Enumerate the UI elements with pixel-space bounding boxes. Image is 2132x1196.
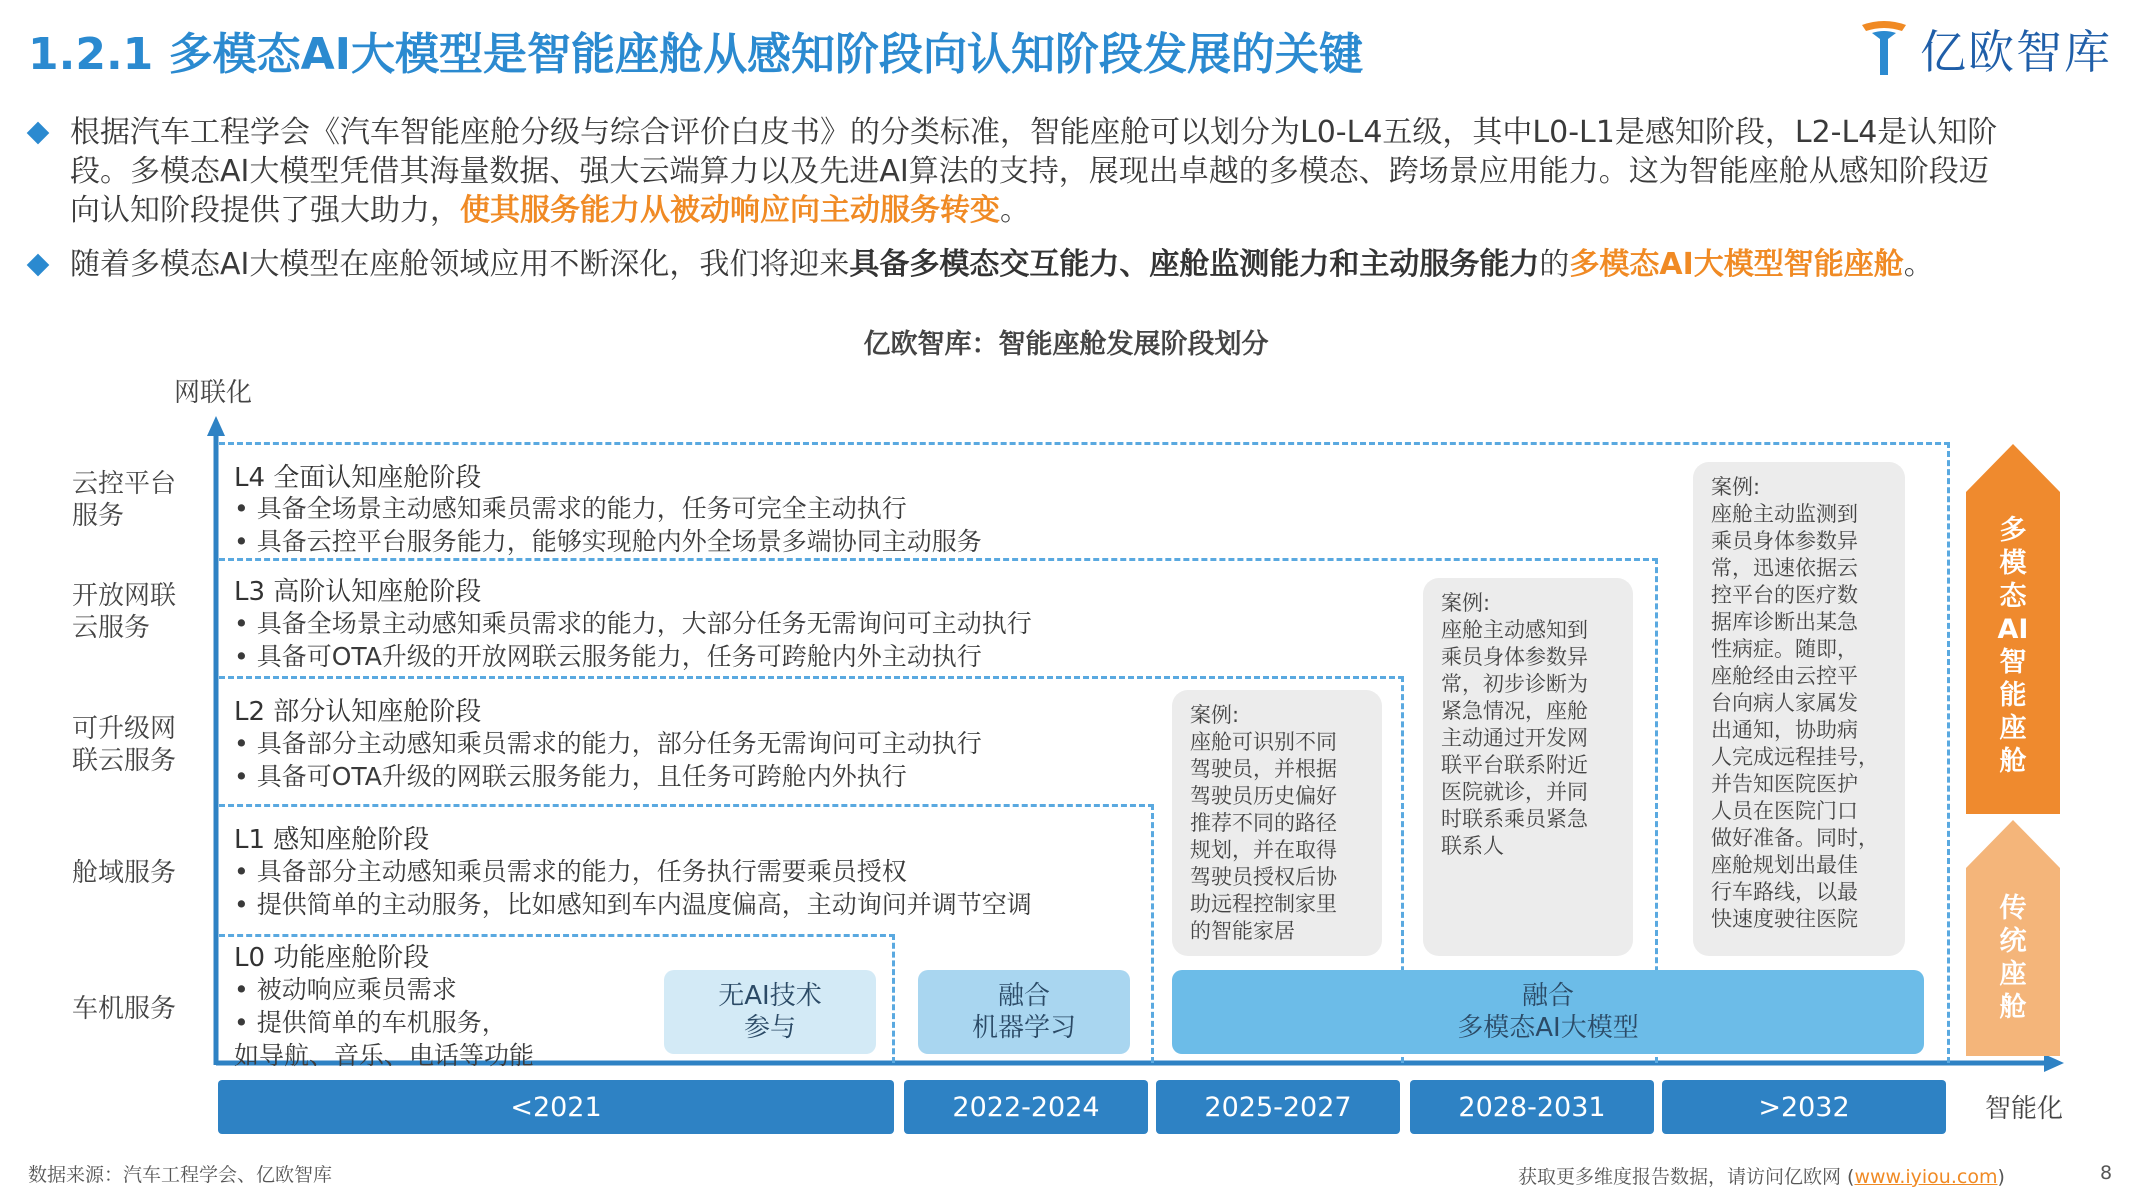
period-bar: <2021 — [218, 1080, 894, 1134]
bullet-1-text-c: 向认知阶段提供了强大助力， — [70, 193, 460, 228]
stage-l4-title: L4 全面认知座舱阶段 — [234, 463, 482, 493]
stage-l2-item: • 具备部分主动感知乘员需求的能力，部分任务无需询问可主动执行 — [234, 729, 982, 758]
case-line: 常，迅速依据云 — [1711, 556, 1858, 580]
tech-line: 融合 — [1521, 981, 1574, 1011]
bullet-2-text-b: 的 — [1539, 247, 1570, 282]
stage-l0-item: • 提供简单的车机服务， — [234, 1008, 507, 1037]
traditional-cabin-label — [1966, 892, 2060, 1024]
case-line: 快速度驶往医院 — [1711, 907, 1858, 931]
y-level-line: 舱域服务 — [72, 858, 177, 888]
bullet-2-end: 。 — [1903, 247, 1934, 282]
case-line: 医院就诊，并同 — [1441, 780, 1588, 804]
y-axis-label: 网联化 — [174, 378, 253, 408]
bullet-2-text-a: 随着多模态AI大模型在座舱领域应用不断深化，我们将迎来 — [70, 247, 850, 282]
case-label: 案例: — [1711, 475, 1761, 499]
data-source: 数据来源：汽车工程学会、亿欧智库 — [28, 1164, 333, 1186]
period-bar: 2028-2031 — [1410, 1080, 1654, 1134]
case-line: 并告知医院医护 — [1711, 772, 1858, 796]
case-line: 助远程控制家里 — [1190, 892, 1337, 916]
period-bar: 2025-2027 — [1156, 1080, 1400, 1134]
x-axis-arrow-icon — [2044, 1054, 2064, 1072]
case-line: 联平台联系附近 — [1441, 753, 1588, 777]
case-line: 驾驶员，并根据 — [1190, 757, 1337, 781]
case-line: 人员在医院门口 — [1711, 799, 1858, 823]
stage-l2-title: L2 部分认知座舱阶段 — [234, 697, 482, 727]
y-axis-arrow-icon — [207, 416, 225, 436]
case-line: 行车路线，以最 — [1711, 880, 1858, 904]
case-line: 乘员身体参数异 — [1711, 529, 1858, 553]
y-level-open-cloud — [72, 580, 176, 644]
bullet-1-line-a: 根据汽车工程学会《汽车智能座舱分级与综合评价白皮书》的分类标准，智能座舱可以划分为L0-L4五级，其中L0-L1是感知阶段，L2-L4是认知阶 — [70, 115, 1998, 150]
logo-text: 亿欧智库 — [1920, 25, 2112, 79]
tech-line: 多模态AI大模型 — [1457, 1013, 1639, 1043]
period-bar: 2022-2024 — [904, 1080, 1148, 1134]
case-line: 座舱经由云控平 — [1711, 664, 1858, 688]
tech-line: 融合 — [997, 981, 1050, 1011]
stage-l4-item: • 具备云控平台服务能力，能够实现舱内外全场景多端协同主动服务 — [234, 527, 982, 556]
case-line: 乘员身体参数异 — [1441, 645, 1588, 669]
case-line: 座舱规划出最佳 — [1711, 853, 1858, 877]
arrow-char: 座 — [1999, 959, 2027, 990]
case-line: 做好准备。同时， — [1711, 826, 1879, 850]
case-line: 台向病人家属发 — [1711, 691, 1858, 715]
case-line: 推荐不同的路径 — [1190, 811, 1337, 835]
y-level-line: 服务 — [72, 501, 125, 531]
case-line: 紧急情况，座舱 — [1441, 699, 1588, 723]
y-level-cloud-control — [72, 468, 176, 532]
page-number: 8 — [2100, 1162, 2113, 1184]
y-level-line: 联云服务 — [72, 746, 177, 776]
case-line: 人完成远程挂号， — [1711, 745, 1879, 769]
case-line: 驾驶员授权后协 — [1190, 865, 1337, 889]
bullet-1-end: 。 — [1000, 193, 1030, 228]
stage-l0-item: 如导航、音乐、电话等功能 — [234, 1041, 535, 1070]
case-line: 座舱主动感知到 — [1441, 618, 1588, 642]
tech-line: 无AI技术 — [718, 981, 822, 1011]
bullet-2-highlight: 多模态AI大模型智能座舱 — [1569, 247, 1904, 282]
arrow-char: AI — [1997, 614, 2029, 645]
footer-close: ) — [1997, 1166, 2005, 1188]
tech-box-multimodal — [1172, 970, 1924, 1054]
ai-cabin-label — [1966, 514, 2060, 778]
y-level-line: 云控平台 — [72, 469, 177, 499]
tech-box-no-ai — [664, 970, 876, 1054]
tech-line: 机器学习 — [971, 1013, 1076, 1043]
case-line: 出通知，协助病 — [1711, 718, 1858, 742]
arrow-char: 统 — [1999, 926, 2027, 957]
case-line: 座舱可识别不同 — [1190, 730, 1337, 754]
y-level-line: 开放网联 — [72, 581, 177, 611]
case-line: 的智能家居 — [1190, 919, 1295, 943]
y-level-line: 可升级网 — [72, 714, 177, 744]
page-title: 1.2.1 多模态AI大模型是智能座舱从感知阶段向认知阶段发展的关键 — [28, 29, 1364, 80]
arrow-char: 传 — [1999, 893, 2027, 924]
footer-more-text: 获取更多维度报告数据，请访问亿欧网 ( — [1518, 1166, 1855, 1188]
y-level-upgradable-cloud — [72, 713, 176, 777]
diagram-title: 亿欧智库：智能座舱发展阶段划分 — [863, 329, 1269, 360]
y-level-head-unit — [72, 993, 176, 1025]
arrow-char: 模 — [1999, 548, 2027, 579]
bullet-2-bold: 具备多模态交互能力、座舱监测能力和主动服务能力 — [849, 247, 1540, 282]
arrow-char: 舱 — [1999, 992, 2027, 1023]
stage-l0-title: L0 功能座舱阶段 — [234, 943, 430, 973]
bullet-1-highlight: 使其服务能力从被动响应向主动服务转变 — [460, 193, 1000, 228]
period-bar: >2032 — [1662, 1080, 1946, 1134]
stage-l1-item: • 提供简单的主动服务，比如感知到车内温度偏高，主动询问并调节空调 — [234, 890, 1032, 919]
stage-l3-item: • 具备全场景主动感知乘员需求的能力，大部分任务无需询问可主动执行 — [234, 609, 1032, 638]
y-level-line: 云服务 — [72, 613, 151, 643]
case-line: 规划，并在取得 — [1190, 838, 1337, 862]
case-line: 常，初步诊断为 — [1441, 672, 1588, 696]
case-box-l2 — [1172, 690, 1382, 956]
stage-l3-title: L3 高阶认知座舱阶段 — [234, 577, 482, 607]
arrow-char: 座 — [1999, 713, 2027, 744]
x-axis-label: 智能化 — [1985, 1094, 2064, 1124]
stage-l3-item: • 具备可OTA升级的开放网联云服务能力，任务可跨舱内外主动执行 — [234, 642, 982, 671]
stage-l2-item: • 具备可OTA升级的网联云服务能力，且任务可跨舱内外执行 — [234, 762, 907, 791]
footer-link[interactable]: www.iyiou.com — [1854, 1166, 1998, 1188]
case-line: 时联系乘员紧急 — [1441, 807, 1588, 831]
case-box-l3 — [1423, 578, 1633, 956]
case-label: 案例: — [1441, 591, 1491, 615]
case-line: 性病症。随即， — [1711, 637, 1858, 661]
case-line: 据库诊断出某急 — [1711, 610, 1858, 634]
case-line: 主动通过开发网 — [1441, 726, 1588, 750]
tech-line: 参与 — [743, 1013, 796, 1043]
tech-box-ml — [918, 970, 1130, 1054]
y-level-line: 车机服务 — [72, 994, 177, 1024]
arrow-char: 智 — [1999, 647, 2027, 678]
footer-more-info — [1518, 1162, 2005, 1189]
arrow-char: 舱 — [1999, 746, 2027, 777]
stage-l4-item: • 具备全场景主动感知乘员需求的能力，任务可完全主动执行 — [234, 494, 907, 523]
arrow-char: 能 — [1999, 680, 2027, 711]
case-line: 控平台的医疗数 — [1711, 583, 1858, 607]
stage-l0-item: • 被动响应乘员需求 — [234, 975, 457, 1004]
arrow-char: 态 — [1999, 581, 2027, 612]
stage-l1-item: • 具备部分主动感知乘员需求的能力，任务执行需要乘员授权 — [234, 857, 907, 886]
arrow-char: 多 — [1999, 515, 2027, 546]
case-line: 联系人 — [1441, 834, 1504, 858]
case-line: 座舱主动监测到 — [1711, 502, 1858, 526]
y-level-cabin-domain — [72, 857, 176, 889]
case-box-l4 — [1693, 462, 1905, 956]
stage-l1-title: L1 感知座舱阶段 — [234, 825, 430, 855]
case-label: 案例: — [1190, 703, 1240, 727]
case-line: 驾驶员历史偏好 — [1190, 784, 1337, 808]
bullet-1-line-b: 段。多模态AI大模型凭借其海量数据、强大云端算力以及先进AI算法的支持，展现出卓越的多模态、跨场景应用能力。这为智能座舱从感知阶段迈 — [70, 154, 1989, 189]
